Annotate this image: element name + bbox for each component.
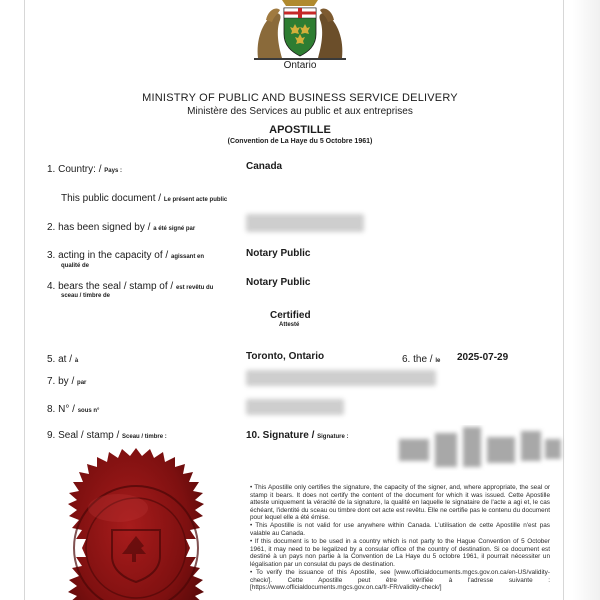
page-edge-shadow — [572, 0, 600, 600]
capacity-value: Notary Public — [246, 248, 311, 259]
ministry-name-en: MINISTRY OF PUBLIC AND BUSINESS SERVICE DELIVERY — [142, 92, 458, 104]
at-label: 5. at / à — [47, 354, 79, 365]
province-name: Ontario — [283, 60, 317, 71]
seal-stamp-label: 9. Seal / stamp / Sceau / timbre : — [47, 430, 167, 441]
public-document-label: This public document / Le présent acte public — [61, 193, 228, 204]
capacity-label: 3. acting in the capacity of / agissant en — [47, 250, 204, 261]
country-value: Canada — [246, 161, 283, 172]
signer-name-redacted — [246, 214, 364, 232]
note-item: • This Apostille only certifies the signature, the capacity of the signer, and, where appropriate, the seal or stamp it bears. It does not certify the content of the document for which it was issued. Cette Apostille atteste uniquement la véracité de la signature, la qualité en laquelle le signataire de l'acte a agi et, le cas échéant, l'identité du sceau ou timbre dont cet acte est revêtu. Elle ne certifie pas le contenu du document pour lequel elle a été émise. — [250, 484, 550, 522]
signature-redacted-icon — [395, 425, 565, 475]
certified-heading-fr: Attesté — [279, 322, 300, 328]
note-item: • This Apostille is not valid for use anywhere within Canada. L'utilisation de cette Apostille n'est pas valable au Canada. — [250, 522, 550, 538]
date-value: 2025-07-29 — [457, 352, 509, 363]
signature-label: 10. Signature / Signature : — [246, 430, 349, 441]
note-item: • To verify the issuance of this Apostille, see [www.officialdocuments.mgcs.gov.on.ca/en-US/validity-check/]. Cette Apostille peut être vérifiée à l'adresse suivante : [https://www.officialdocuments.mgcs.gov.on.ca/fr-FR/validity-check/] — [250, 569, 550, 592]
seal-of-label: 4. bears the seal / stamp of / est revêtu du — [47, 281, 214, 292]
seal-of-value: Notary Public — [246, 277, 311, 288]
by-label: 7. by / par — [47, 376, 87, 387]
issuer-name-redacted — [246, 370, 436, 386]
note-item: • If this document is to be used in a country which is not party to the Hague Convention of 5 October 1961, it may need to be legalized by a consular office of the country of destination. Si ce document est destiné à un pays non partie à la Convention de La Haye du 5 octobre 1961, il pourrait nécessiter un légalisation par un consulat du pays de destination. — [250, 538, 550, 568]
ministry-name-fr: Ministère des Services au public et aux entreprises — [187, 106, 413, 117]
signed-by-label: 2. has been signed by / a été signé par — [47, 222, 196, 233]
certified-heading: Certified — [270, 310, 311, 321]
capacity-label-fr: qualité de — [61, 263, 90, 269]
number-label: 8. N° / sous n° — [47, 404, 100, 415]
ontario-coat-of-arms-icon — [252, 0, 348, 60]
date-label: 6. the / le — [402, 354, 441, 365]
seal-of-label-fr: sceau / timbre de — [61, 293, 111, 299]
red-wax-seal-icon — [36, 448, 236, 600]
apostille-notes — [250, 484, 550, 592]
convention-reference: (Convention de La Haye du 5 Octobre 1961) — [227, 138, 373, 145]
country-label: 1. Country: / Pays : — [47, 164, 122, 175]
document-title: APOSTILLE — [269, 124, 331, 136]
at-value: Toronto, Ontario — [246, 351, 325, 362]
apostille-number-redacted — [246, 399, 344, 415]
